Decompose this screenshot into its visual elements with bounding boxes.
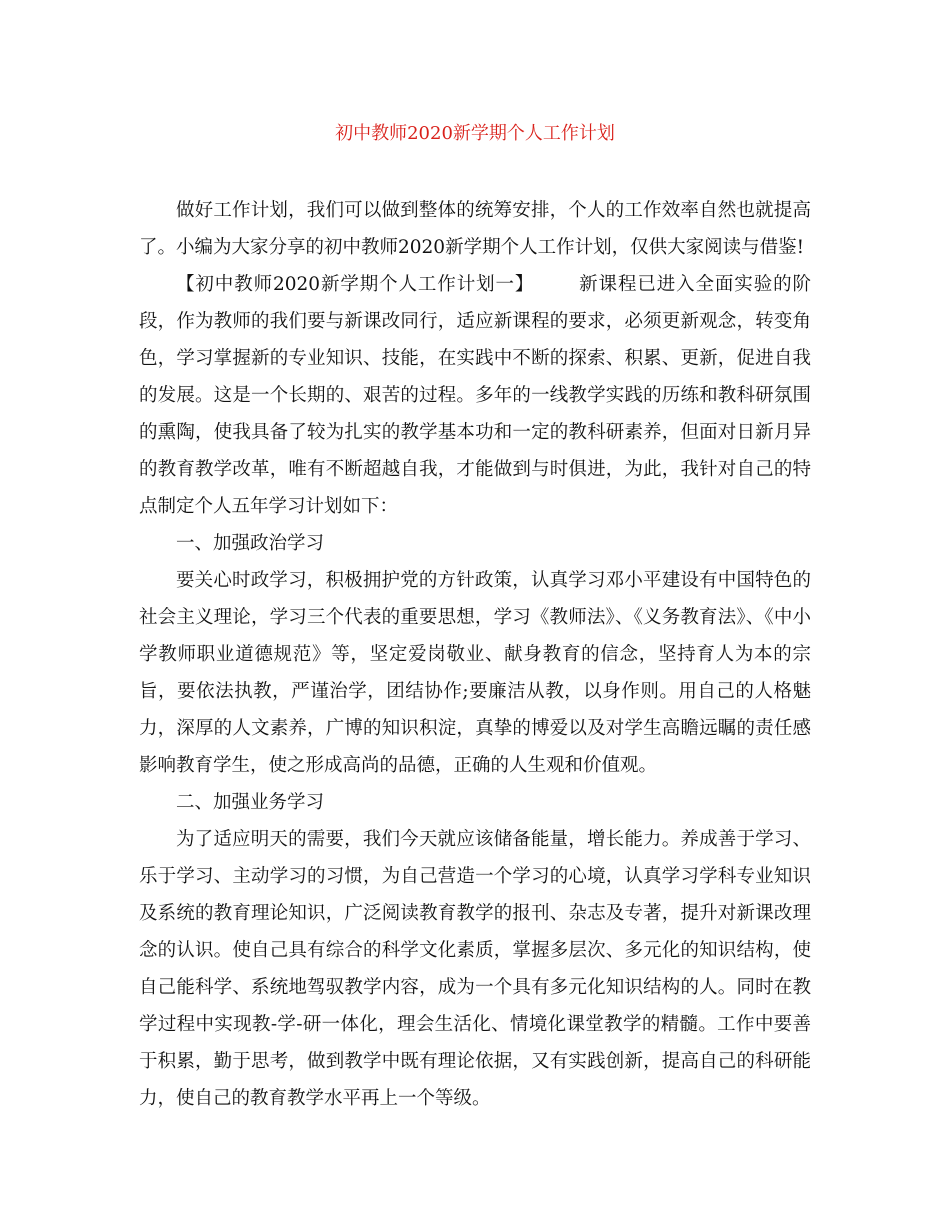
section-heading-politics [139, 525, 811, 562]
section-heading-politics-text: 一、加强政治学习 [176, 533, 325, 554]
plan-one-heading: 【初中教师2020新学期个人工作计划一】 [176, 274, 535, 295]
paragraph-politics [139, 562, 811, 784]
section-heading-business-text: 二、加强业务学习 [176, 792, 325, 813]
plan-one-text: 新课程已进入全面实验的阶段，作为教师的我们要与新课改同行，适应新课程的要求，必须更新观念，转变角色，学习掌握新的专业知识、技能，在实践中不断的探索、积累、更新，促进自我的发展。这是一个长期的、艰苦的过程。多年的一线教学实践的历练和教科研氛围的熏陶，使我具备了较为扎实的教学基本功和一定的教科研素养，但面对日新月异的教育教学改革，唯有不断超越自我，才能做到与时俱进，为此，我针对自己的特点制定个人五年学习计划如下： [139, 274, 811, 517]
paragraph-business-text: 为了适应明天的需要，我们今天就应该储备能量，增长能力。养成善于学习、乐于学习、主动学习的习惯，为自己营造一个学习的心境，认真学习学科专业知识及系统的教育理论知识，广泛阅读教育教学的报刊、杂志及专著，提升对新课改理念的认识。使自己具有综合的科学文化素质，掌握多层次、多元化的知识结构，使自己能科学、系统地驾驭教学内容，成为一个具有多元化知识结构的人。同时在教学过程中实现教-学-研一体化，理会生活化、情境化课堂教学的精髓。工作中要善于积累，勤于思考，做到教学中既有理论依据，又有实践创新，提高自己的科研能力，使自己的教育教学水平再上一个等级。 [139, 829, 811, 1109]
paragraph-politics-text: 要关心时政学习，积极拥护党的方针政策，认真学习邓小平建设有中国特色的社会主义理论，学习三个代表的重要思想，学习《教师法》、《义务教育法》、《中小学教师职业道德规范》等，坚定爱岗敬业、献身教育的信念，坚持育人为本的宗旨，要依法执教，严谨治学，团结协作;要廉洁从教，以身作则。用自己的人格魅力，深厚的人文素养，广博的知识积淀，真挚的博爱以及对学生高瞻远瞩的责任感影响教育学生，使之形成高尚的品德，正确的人生观和价值观。 [139, 570, 811, 776]
section-heading-business [139, 784, 811, 821]
document-body [139, 192, 811, 1117]
paragraph-intro-text: 做好工作计划，我们可以做到整体的统筹安排，个人的工作效率自然也就提高了。小编为大家分享的初中教师2020新学期个人工作计划，仅供大家阅读与借鉴! [139, 200, 811, 258]
paragraph-business [139, 821, 811, 1117]
paragraph-plan-one [139, 266, 811, 525]
paragraph-intro [139, 192, 811, 266]
document-title: 初中教师2020新学期个人工作计划 [335, 123, 615, 144]
